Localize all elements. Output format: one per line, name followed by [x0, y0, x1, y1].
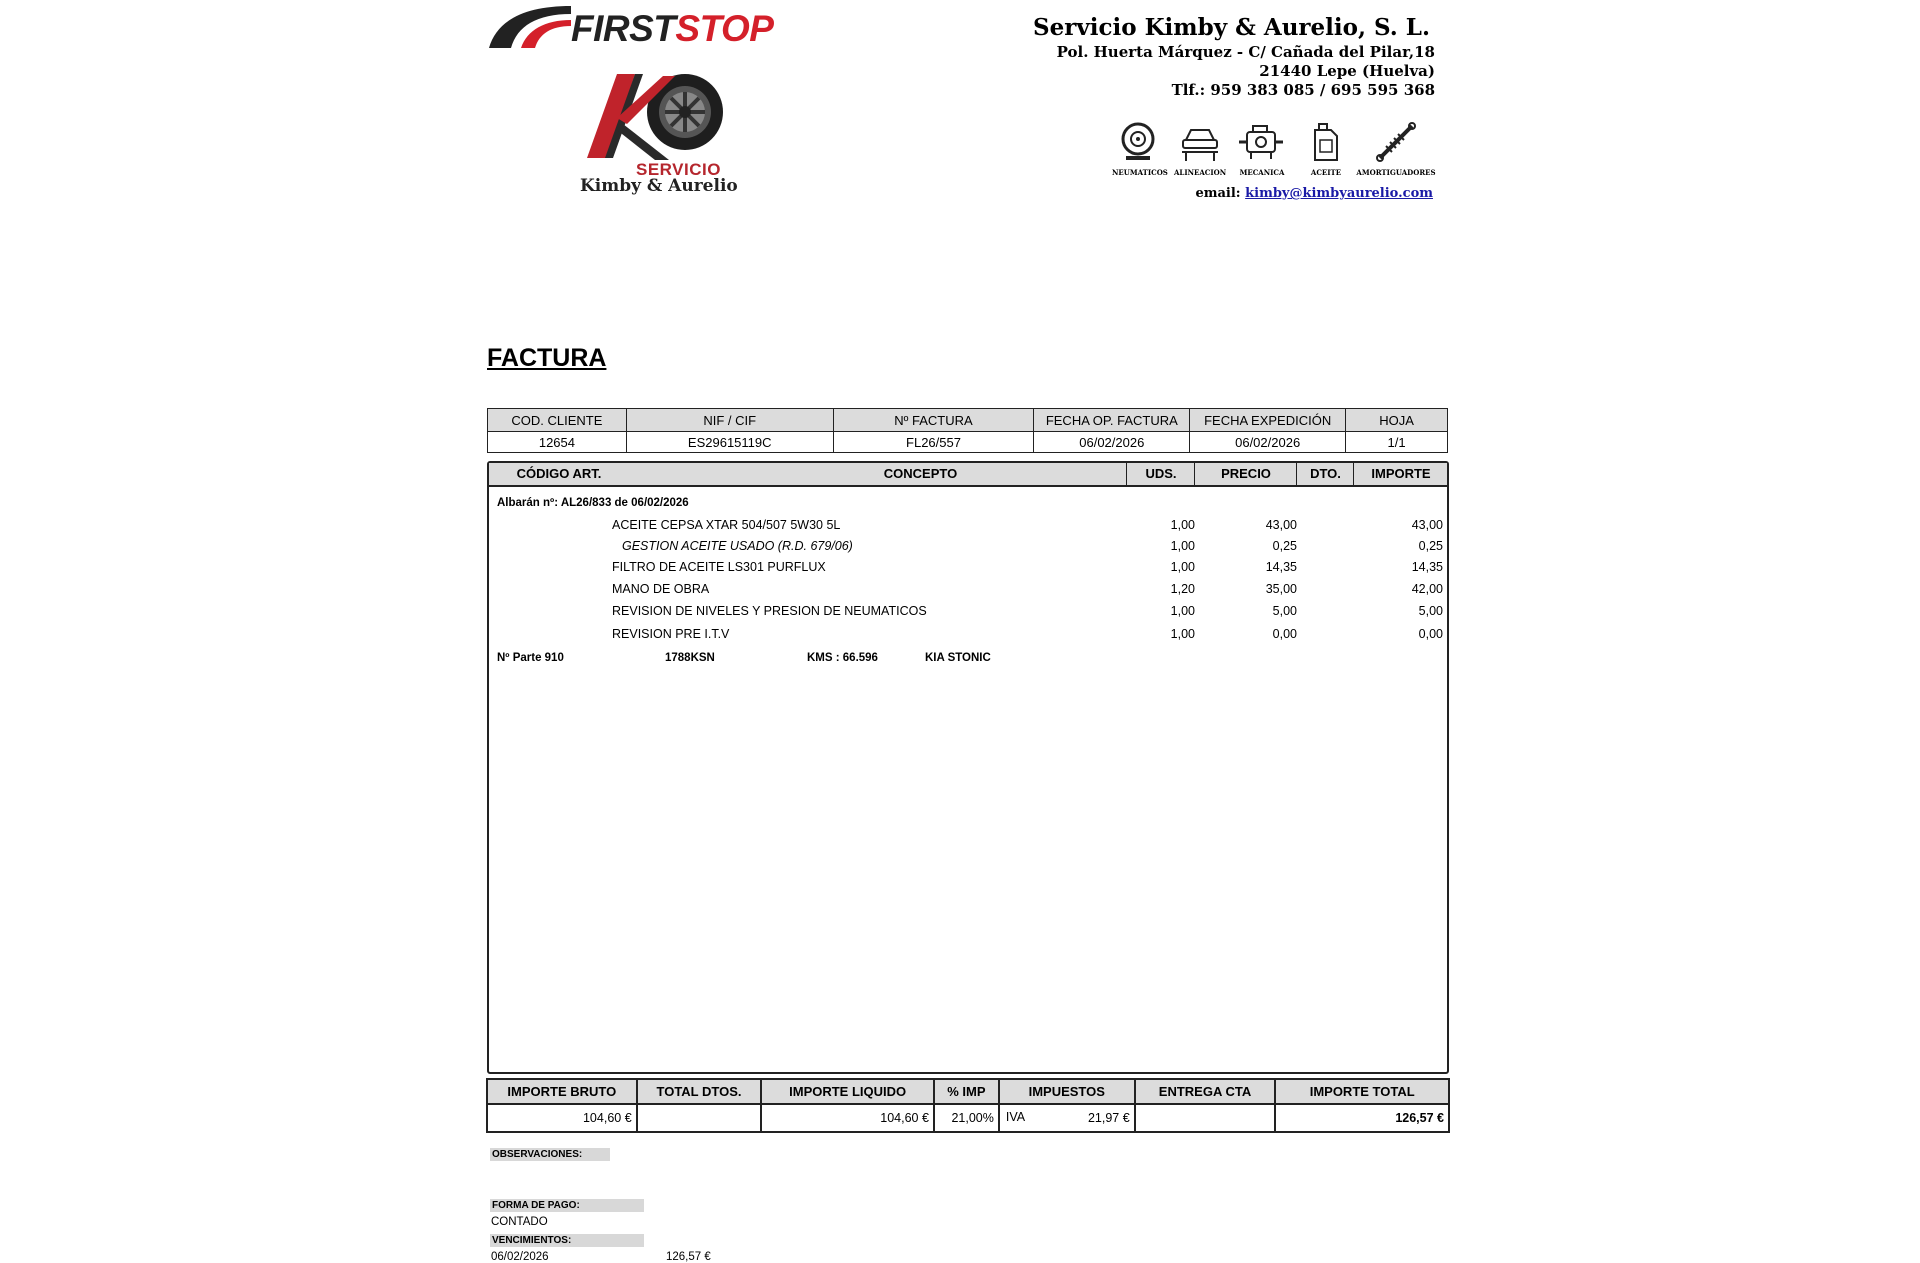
company-phone: Tlf.: 959 383 085 / 695 595 368	[1171, 81, 1435, 99]
info-cod-cliente: 12654	[488, 432, 627, 453]
company-name: Servicio Kimby & Aurelio, S. L.	[1033, 14, 1430, 41]
email-link[interactable]: kimby@kimbyaurelio.com	[1245, 186, 1433, 201]
line-importe: 14,35	[1411, 560, 1443, 574]
line-concepto: ACEITE CEPSA XTAR 504/507 5W30 5L	[612, 518, 841, 532]
info-header-hoja: HOJA	[1346, 409, 1448, 432]
service-label: ACEITE	[1310, 168, 1342, 177]
parte-number: Nº Parte 910	[497, 652, 564, 664]
totals-pct-imp: 21,00%	[934, 1104, 999, 1132]
totals-header-row	[487, 1079, 1449, 1104]
detail-line	[489, 582, 1447, 600]
company-address-1: Pol. Huerta Márquez - C/ Cañada del Pilar,18	[1056, 43, 1435, 61]
line-uds: 1,00	[1170, 539, 1195, 553]
detail-header-uds: UDS.	[1126, 463, 1195, 485]
vencimiento-fecha: 06/02/2026	[491, 1251, 549, 1263]
totals-header-dtos: TOTAL DTOS.	[637, 1079, 762, 1104]
info-hoja: 1/1	[1346, 432, 1448, 453]
totals-header-bruto: IMPORTE BRUTO	[487, 1079, 637, 1104]
albaran-line: Albarán nº: AL26/833 de 06/02/2026	[497, 497, 689, 509]
totals-impuestos-cell	[999, 1104, 1135, 1132]
service-alineacion	[1174, 122, 1226, 177]
info-header-cod-cliente: COD. CLIENTE	[488, 409, 627, 432]
detail-line	[489, 539, 1447, 557]
tire-logo-icon	[577, 68, 737, 164]
totals-dtos	[637, 1104, 762, 1132]
line-precio: 0,00	[1272, 627, 1297, 641]
totals-entrega	[1135, 1104, 1276, 1132]
line-importe: 0,00	[1418, 627, 1443, 641]
shock-absorber-icon	[1374, 122, 1418, 162]
invoice-detail-box	[487, 461, 1449, 1074]
info-value-row	[488, 432, 1448, 453]
totals-header-impuestos: IMPUESTOS	[999, 1079, 1135, 1104]
detail-header-importe: IMPORTE	[1353, 463, 1448, 485]
info-factura: FL26/557	[833, 432, 1034, 453]
vehicle-kms: KMS : 66.596	[807, 652, 878, 664]
tax-label: IVA	[1005, 1110, 1026, 1124]
tire-icon	[1118, 122, 1158, 162]
info-header-nif: NIF / CIF	[626, 409, 833, 432]
firststop-wordmark	[571, 10, 773, 47]
service-label: NEUMATICOS	[1112, 168, 1168, 177]
logo-names-text: Kimby & Aurelio	[580, 176, 738, 196]
logo-servicio-text: SERVICIO	[636, 160, 721, 179]
document-title: FACTURA	[487, 344, 607, 372]
company-address-2: 21440 Lepe (Huelva)	[1259, 62, 1435, 80]
email-label: email:	[1195, 186, 1241, 201]
line-precio: 5,00	[1272, 604, 1297, 618]
service-label: ALINEACION	[1174, 168, 1227, 177]
totals-bruto: 104,60 €	[487, 1104, 637, 1132]
service-amortiguadores	[1354, 122, 1438, 177]
line-uds: 1,00	[1170, 560, 1195, 574]
detail-header-dto: DTO.	[1296, 463, 1354, 485]
line-importe: 42,00	[1411, 582, 1443, 596]
forma-pago-value: CONTADO	[491, 1216, 548, 1228]
line-concepto: FILTRO DE ACEITE LS301 PURFLUX	[612, 560, 826, 574]
detail-line	[489, 627, 1447, 645]
service-label: MECANICA	[1239, 168, 1285, 177]
line-concepto: REVISION PRE I.T.V	[612, 627, 730, 641]
service-label: AMORTIGUADORES	[1356, 168, 1436, 177]
detail-line	[489, 560, 1447, 578]
totals-liquido: 104,60 €	[761, 1104, 934, 1132]
info-header-factura: Nº FACTURA	[833, 409, 1034, 432]
service-mecanica	[1234, 122, 1290, 177]
line-concepto: GESTION ACEITE USADO (R.D. 679/06)	[622, 539, 853, 553]
line-uds: 1,00	[1170, 518, 1195, 532]
totals-impuestos: 21,97 €	[1087, 1111, 1130, 1125]
firststop-swoosh-icon	[487, 2, 571, 50]
detail-line	[489, 518, 1447, 536]
line-precio: 43,00	[1265, 518, 1297, 532]
totals-header-liquido: IMPORTE LIQUIDO	[761, 1079, 934, 1104]
totals-table	[486, 1078, 1450, 1133]
detail-header-concepto: CONCEPTO	[883, 466, 958, 481]
totals-header-entrega: ENTREGA CTA	[1135, 1079, 1276, 1104]
invoice-info-table	[487, 408, 1448, 453]
detail-line	[489, 604, 1447, 622]
engine-icon	[1237, 122, 1287, 162]
service-aceite	[1306, 122, 1346, 177]
totals-header-pct-imp: % IMP	[934, 1079, 999, 1104]
company-block	[1033, 13, 1435, 100]
info-header-fecha-exp: FECHA EXPEDICIÓN	[1190, 409, 1346, 432]
line-importe: 43,00	[1411, 518, 1443, 532]
info-fecha-exp: 06/02/2026	[1190, 432, 1346, 453]
forma-pago-label: FORMA DE PAGO:	[490, 1199, 644, 1212]
vehicle-model: KIA STONIC	[925, 652, 991, 664]
services-icons	[1112, 122, 1442, 178]
observaciones-label: OBSERVACIONES:	[490, 1148, 610, 1161]
line-uds: 1,00	[1170, 604, 1195, 618]
email-line	[1195, 186, 1433, 201]
line-concepto: REVISION DE NIVELES Y PRESION DE NEUMATICOS	[612, 604, 927, 618]
detail-header-row	[489, 463, 1447, 487]
line-importe: 0,25	[1418, 539, 1443, 553]
detail-header-codigo: CÓDIGO ART.	[516, 466, 602, 481]
line-importe: 5,00	[1418, 604, 1443, 618]
oil-can-icon	[1309, 122, 1343, 162]
totals-importe-total: 126,57 €	[1275, 1104, 1449, 1132]
info-fecha-op: 06/02/2026	[1034, 432, 1190, 453]
totals-value-row	[487, 1104, 1449, 1132]
totals-header-total: IMPORTE TOTAL	[1275, 1079, 1449, 1104]
line-precio: 0,25	[1272, 539, 1297, 553]
line-concepto: MANO DE OBRA	[612, 582, 710, 596]
info-nif: ES29615119C	[626, 432, 833, 453]
brand-first: FIRST	[571, 8, 676, 49]
info-header-row	[488, 409, 1448, 432]
detail-header-precio: PRECIO	[1194, 463, 1297, 485]
line-precio: 14,35	[1265, 560, 1297, 574]
brand-stop: STOP	[675, 8, 774, 49]
service-neumaticos	[1112, 122, 1168, 177]
vencimientos-label: VENCIMIENTOS:	[490, 1234, 644, 1247]
info-header-fecha-op: FECHA OP. FACTURA	[1034, 409, 1190, 432]
kimby-aurelio-logo	[577, 68, 737, 200]
firststop-logo	[487, 2, 807, 54]
line-uds: 1,00	[1170, 627, 1195, 641]
vehicle-plate: 1788KSN	[665, 652, 715, 664]
line-precio: 35,00	[1265, 582, 1297, 596]
line-uds: 1,20	[1170, 582, 1195, 596]
car-lift-icon	[1178, 122, 1222, 162]
vencimiento-importe: 126,57 €	[666, 1251, 711, 1263]
